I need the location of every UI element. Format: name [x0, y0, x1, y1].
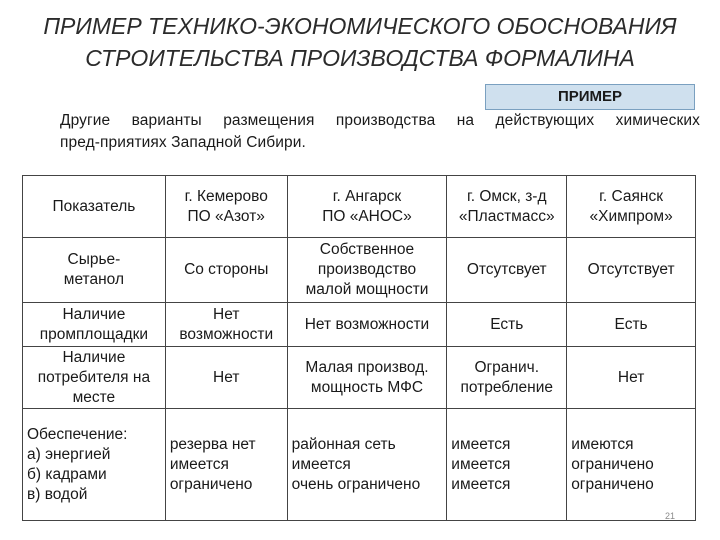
table-cell: [447, 347, 567, 409]
row-label-site: [23, 303, 166, 347]
cell-text: Нет: [213, 368, 240, 386]
table-row: [23, 347, 696, 409]
cell-text: а) энергией: [27, 445, 111, 463]
cell-text: Наличие: [62, 348, 126, 366]
cell-text: имеется: [451, 435, 511, 453]
cell-text: Огранич.: [474, 358, 540, 376]
cell-text: имеется: [451, 455, 511, 473]
cell-text: ограничено: [571, 475, 654, 493]
cell-text: Есть: [490, 315, 524, 333]
table-cell: [447, 409, 567, 521]
cell-text: резерва нет: [169, 435, 256, 453]
cell-text: Нет возможности: [304, 315, 430, 333]
cell-text: ограничено: [169, 475, 253, 493]
cell-text: имеется: [451, 475, 511, 493]
table-row: [23, 238, 696, 303]
cell-text: Есть: [614, 315, 648, 333]
cell-text: мощность МФС: [310, 378, 424, 396]
table-cell: [567, 303, 696, 347]
header-text: г. Ангарск: [332, 187, 402, 205]
cell-text: малой мощности: [305, 281, 429, 298]
table-cell: [567, 347, 696, 409]
table-cell: [287, 238, 447, 303]
table-cell: [447, 303, 567, 347]
header-text: Показатель: [52, 197, 136, 215]
header-text: г. Кемерово: [184, 187, 268, 205]
intro-line-1: Другие варианты размещения производства на действующих химических: [60, 112, 700, 129]
cell-text: Нет: [213, 305, 240, 323]
table-cell: [287, 347, 447, 409]
cell-text: Сырье-: [67, 251, 121, 268]
table-row: [23, 409, 696, 521]
table-cell: [165, 409, 287, 521]
slide-title-line-1: ПРИМЕР ТЕХНИКО-ЭКОНОМИЧЕСКОГО ОБОСНОВАНИЯ: [43, 13, 677, 39]
table-cell: [165, 303, 287, 347]
cell-text: ограничено: [571, 455, 654, 473]
table-cell: [287, 303, 447, 347]
table-cell: [165, 347, 287, 409]
table-row: [23, 303, 696, 347]
cell-text: возможности: [179, 325, 274, 343]
cell-text: имеется: [169, 455, 229, 473]
header-text: г. Саянск: [599, 187, 664, 205]
table-header-row: [23, 176, 696, 238]
header-indicator: [23, 176, 166, 238]
row-label-raw-material: [23, 238, 166, 303]
header-sayansk: [567, 176, 696, 238]
slide-title-line-2: СТРОИТЕЛЬСТВА ПРОИЗВОДСТВА ФОРМАЛИНА: [85, 45, 635, 71]
slide-title: [0, 10, 720, 74]
header-text: «Пластмасс»: [458, 207, 555, 225]
header-text: «Химпром»: [589, 207, 673, 225]
table-cell: [165, 238, 287, 303]
intro-text: [60, 110, 700, 154]
row-label-consumer: [23, 347, 166, 409]
cell-text: Собственное: [319, 241, 415, 258]
cell-text: б) кадрами: [27, 465, 107, 483]
cell-text: потребителя на: [37, 368, 151, 386]
cell-text: очень ограничено: [291, 475, 421, 493]
cell-text: Отсутствует: [587, 261, 675, 278]
comparison-table: [22, 175, 696, 521]
row-label-supply: [23, 409, 166, 521]
header-text: ПО «Азот»: [187, 207, 265, 225]
table-cell: [447, 238, 567, 303]
header-text: ПО «АНОС»: [322, 207, 412, 225]
cell-text: месте: [72, 388, 116, 406]
cell-text: Наличие: [62, 305, 126, 323]
header-text: г. Омск, з-д: [466, 187, 547, 205]
table-cell: [567, 409, 696, 521]
cell-text: Отсутсвует: [466, 261, 547, 278]
cell-text: метанол: [63, 271, 124, 288]
table-cell: [567, 238, 696, 303]
cell-text: районная сеть: [291, 435, 396, 453]
intro-line-2: пред-приятиях Западной Сибири.: [60, 134, 306, 151]
cell-text: производство: [317, 261, 417, 278]
page-number: 21: [665, 511, 676, 521]
cell-text: Малая производ.: [305, 358, 429, 376]
cell-text: Обеспечение:: [27, 425, 128, 443]
table-cell: [287, 409, 447, 521]
cell-text: промплощадки: [39, 325, 149, 343]
cell-text: имеется: [291, 455, 351, 473]
header-kemerovo: [165, 176, 287, 238]
cell-text: в) водой: [27, 485, 88, 503]
cell-text: Со стороны: [184, 261, 269, 278]
cell-text: потребление: [460, 378, 553, 396]
header-angarsk: [287, 176, 447, 238]
header-omsk: [447, 176, 567, 238]
example-badge: ПРИМЕР: [485, 84, 695, 110]
cell-text: имеются: [571, 435, 634, 453]
cell-text: Нет: [617, 368, 645, 386]
